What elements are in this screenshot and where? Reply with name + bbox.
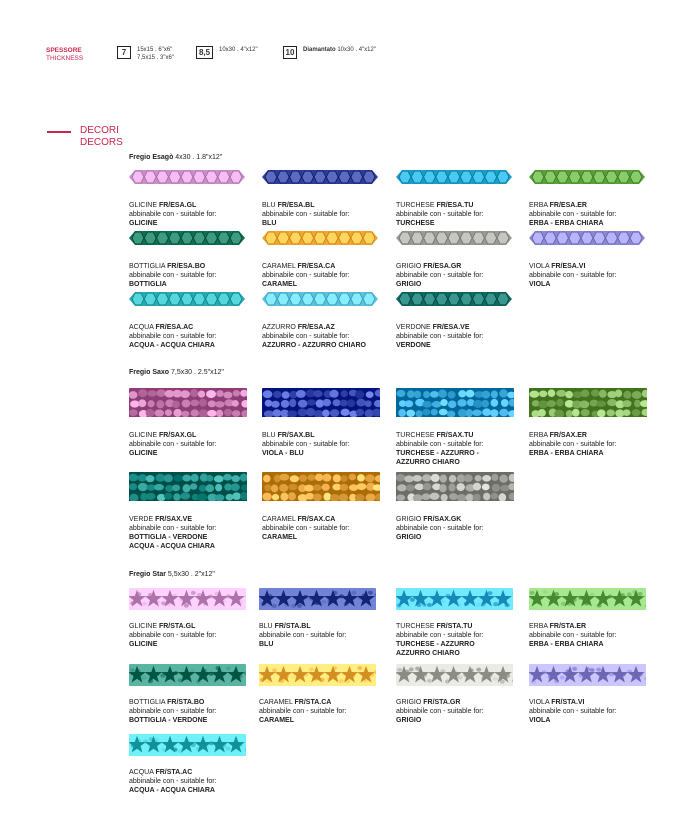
- tile-strip-image: [529, 388, 647, 417]
- thickness-icon: 8,5: [196, 46, 213, 59]
- tile-strip-image: [259, 588, 376, 610]
- match-caption-en: - suitable for:: [441, 441, 484, 448]
- decor-label: [129, 768, 246, 795]
- tile-strip: [129, 170, 245, 189]
- match-caption: abbinabile con: [396, 708, 442, 715]
- decor-item[interactable]: [129, 664, 246, 725]
- thickness-8-5: [196, 46, 258, 62]
- matching-colors: VIOLA: [529, 281, 551, 288]
- match-caption-en: - suitable for:: [441, 333, 484, 340]
- decor-item[interactable]: [396, 170, 512, 228]
- decor-item[interactable]: [262, 231, 378, 289]
- tile-strip-image: [262, 472, 380, 501]
- decor-label: [259, 698, 376, 725]
- color-name: GLICINE: [129, 432, 159, 439]
- group-name: Fregio Saxo: [129, 369, 170, 376]
- decor-item[interactable]: [396, 231, 512, 289]
- color-name: BLU: [262, 432, 278, 439]
- match-caption-en: - suitable for:: [574, 441, 617, 448]
- matching-colors: TURCHESE - AZZURRO: [396, 641, 475, 648]
- tile-strip-image: [129, 588, 246, 610]
- matching-colors: AZZURRO - AZZURRO CHIARO: [262, 342, 366, 349]
- decor-item[interactable]: [129, 170, 245, 228]
- product-code: FR/SAX.GL: [158, 432, 197, 439]
- tile-strip: [129, 734, 246, 761]
- decor-label: [129, 323, 245, 350]
- matching-colors: GRIGIO: [396, 281, 422, 288]
- thickness-icon: 7: [117, 46, 131, 59]
- product-code: FR/SAX.VE: [155, 516, 193, 523]
- product-code: FR/ESA.VE: [432, 324, 470, 331]
- match-caption: abbinabile con: [129, 333, 175, 340]
- product-code: FR/ESA.BO: [167, 263, 206, 270]
- decor-label: [396, 431, 514, 467]
- decor-item[interactable]: [396, 292, 512, 350]
- product-code: FR/STA.TU: [436, 623, 473, 630]
- tile-strip-image: [396, 231, 512, 245]
- tile-strip: [529, 588, 646, 615]
- tile-strip-image: [262, 170, 378, 184]
- decor-item[interactable]: [129, 292, 245, 350]
- tile-strip: [262, 388, 380, 422]
- product-code: FR/SAX.TU: [436, 432, 474, 439]
- match-caption: abbinabile con: [259, 708, 305, 715]
- product-code: FR/STA.GR: [423, 699, 461, 706]
- decor-label: [529, 201, 645, 228]
- match-caption: abbinabile con: [129, 272, 175, 279]
- tile-strip: [129, 472, 247, 506]
- section-title-en: DECORS: [80, 137, 123, 148]
- tile-strip: [529, 664, 646, 691]
- tile-strip: [529, 388, 647, 422]
- decor-label: [396, 515, 514, 542]
- color-name: GRIGIO: [396, 699, 424, 706]
- tile-strip: [529, 231, 645, 250]
- color-name: TURCHESE: [396, 432, 437, 439]
- decor-label: [396, 201, 512, 228]
- decor-item[interactable]: [262, 472, 380, 542]
- thickness-size: 10x30 . 4"x12": [335, 47, 376, 53]
- tile-strip-image: [129, 170, 245, 184]
- group-title: [129, 154, 222, 161]
- tile-strip-image: [262, 292, 378, 306]
- tile-strip-image: [129, 664, 246, 686]
- thickness-label-it: SPESSORE: [46, 47, 82, 54]
- tile-strip-image: [129, 388, 247, 417]
- product-code: FR/STA.AC: [155, 769, 193, 776]
- color-name: BOTTIGLIA: [129, 263, 168, 270]
- decor-item[interactable]: [129, 388, 247, 458]
- match-caption: abbinabile con: [129, 778, 175, 785]
- thickness-size: 15x15 . 6"x6": [137, 47, 173, 53]
- decor-label: [529, 622, 646, 649]
- product-code: FR/ESA.VI: [551, 263, 586, 270]
- match-caption: abbinabile con: [529, 272, 575, 279]
- matching-colors: BOTTIGLIA - VERDONE: [129, 717, 208, 724]
- color-name: CARAMEL: [262, 263, 298, 270]
- match-caption-en: - suitable for:: [307, 333, 350, 340]
- color-name: AZZURRO: [262, 324, 298, 331]
- tile-strip-image: [529, 170, 645, 184]
- decor-item[interactable]: [262, 388, 380, 458]
- matching-colors: ACQUA - ACQUA CHIARA: [129, 342, 215, 349]
- decor-item[interactable]: [529, 231, 645, 289]
- tile-strip: [262, 292, 378, 311]
- match-caption-en: - suitable for:: [441, 525, 484, 532]
- match-caption: abbinabile con: [129, 441, 175, 448]
- color-name: GRIGIO: [396, 516, 424, 523]
- match-caption-en: - suitable for:: [441, 708, 484, 715]
- section-title-it: DECORI: [80, 125, 119, 136]
- match-caption-en: - suitable for:: [174, 272, 217, 279]
- group-title: [129, 369, 224, 376]
- decor-item[interactable]: [262, 292, 378, 350]
- tile-strip: [396, 170, 512, 189]
- decor-label: [396, 698, 513, 725]
- product-code: FR/STA.ER: [549, 623, 587, 630]
- group-name: Fregio Esagò: [129, 154, 174, 161]
- decor-label: [529, 262, 645, 289]
- tile-strip: [396, 292, 512, 311]
- tile-strip-image: [396, 170, 512, 184]
- decor-label: [129, 622, 246, 649]
- group-size: 4x30 . 1.8"x12": [173, 154, 223, 161]
- color-name: BOTTIGLIA: [129, 699, 168, 706]
- decor-item[interactable]: [262, 170, 378, 228]
- match-caption-en: - suitable for:: [174, 525, 217, 532]
- product-code: FR/SAX.CA: [297, 516, 336, 523]
- color-name: GLICINE: [129, 202, 159, 209]
- match-caption-en: - suitable for:: [174, 778, 217, 785]
- matching-colors: ERBA - ERBA CHIARA: [529, 450, 604, 457]
- tile-strip: [396, 588, 513, 615]
- match-caption: abbinabile con: [396, 333, 442, 340]
- group-title: [129, 571, 215, 578]
- match-caption: abbinabile con: [396, 525, 442, 532]
- product-code: FR/ESA.BL: [277, 202, 315, 209]
- thickness-icon: 10: [283, 46, 297, 59]
- match-caption-en: - suitable for:: [174, 441, 217, 448]
- tile-strip-image: [529, 231, 645, 245]
- decor-label: [129, 431, 247, 458]
- tile-strip-image: [396, 472, 514, 501]
- match-caption: abbinabile con: [129, 708, 175, 715]
- tile-strip: [396, 231, 512, 250]
- tile-strip-image: [129, 472, 247, 501]
- match-caption: abbinabile con: [262, 211, 308, 218]
- match-caption: abbinabile con: [529, 708, 575, 715]
- decor-label: [529, 431, 647, 458]
- product-code: FR/SAX.BL: [277, 432, 315, 439]
- tile-strip: [262, 170, 378, 189]
- tile-strip: [129, 588, 246, 615]
- match-caption-en: - suitable for:: [574, 708, 617, 715]
- tile-strip: [129, 388, 247, 422]
- color-name: BLU: [259, 623, 275, 630]
- thickness-10: [283, 46, 376, 62]
- product-code: FR/ESA.GR: [423, 263, 462, 270]
- match-caption-en: - suitable for:: [174, 708, 217, 715]
- decor-item[interactable]: [259, 664, 376, 725]
- decor-label: [529, 698, 646, 725]
- color-name: VERDE: [129, 516, 156, 523]
- match-caption: abbinabile con: [129, 525, 175, 532]
- tile-strip-image: [259, 664, 376, 686]
- matching-colors: AZZURRO CHIARO: [396, 459, 460, 466]
- tile-strip-image: [262, 388, 380, 417]
- match-caption-en: - suitable for:: [574, 272, 617, 279]
- tile-strip: [129, 292, 245, 311]
- matching-colors: GLICINE: [129, 450, 158, 457]
- tile-strip: [262, 231, 378, 250]
- match-caption-en: - suitable for:: [441, 632, 484, 639]
- matching-colors: ERBA - ERBA CHIARA: [529, 641, 604, 648]
- color-name: ACQUA: [129, 324, 156, 331]
- decor-label: [262, 515, 380, 542]
- match-caption-en: - suitable for:: [304, 632, 347, 639]
- color-name: ERBA: [529, 623, 550, 630]
- match-caption: abbinabile con: [259, 632, 305, 639]
- tile-strip-image: [529, 588, 646, 610]
- decor-item[interactable]: [396, 388, 514, 467]
- tile-strip: [396, 472, 514, 506]
- color-name: GRIGIO: [396, 263, 424, 270]
- decor-label: [396, 323, 512, 350]
- decor-label: [259, 622, 376, 649]
- thickness-finish: Diamantato: [303, 47, 336, 53]
- match-caption: abbinabile con: [129, 632, 175, 639]
- decor-item[interactable]: [259, 588, 376, 649]
- tile-strip: [259, 664, 376, 691]
- match-caption: abbinabile con: [262, 272, 308, 279]
- tile-strip-image: [129, 231, 245, 245]
- matching-colors: BOTTIGLIA - VERDONE: [129, 534, 208, 541]
- decor-label: [262, 201, 378, 228]
- match-caption-en: - suitable for:: [441, 272, 484, 279]
- decor-item[interactable]: [396, 664, 513, 725]
- color-name: ERBA: [529, 202, 550, 209]
- matching-colors: GRIGIO: [396, 534, 422, 541]
- match-caption-en: - suitable for:: [574, 632, 617, 639]
- match-caption-en: - suitable for:: [307, 211, 350, 218]
- decor-label: [129, 262, 245, 289]
- tile-strip-image: [129, 734, 246, 756]
- matching-colors: VIOLA - BLU: [262, 450, 304, 457]
- tile-strip: [262, 472, 380, 506]
- match-caption: abbinabile con: [396, 632, 442, 639]
- tile-strip-image: [396, 388, 514, 417]
- matching-colors: TURCHESE - AZZURRO -: [396, 450, 479, 457]
- decor-label: [262, 262, 378, 289]
- group-size: 5,5x30 . 2"x12": [165, 571, 215, 578]
- thickness-size: 7,5x15 . 3"x6": [137, 55, 174, 61]
- product-code: FR/ESA.AZ: [297, 324, 335, 331]
- matching-colors: CARAMEL: [259, 717, 294, 724]
- section-rule: [47, 131, 71, 133]
- matching-colors: CARAMEL: [262, 534, 297, 541]
- match-caption: abbinabile con: [262, 525, 308, 532]
- matching-colors: ACQUA - ACQUA CHIARA: [129, 543, 215, 550]
- product-code: FR/STA.VI: [551, 699, 585, 706]
- match-caption-en: - suitable for:: [307, 272, 350, 279]
- product-code: FR/ESA.GL: [158, 202, 197, 209]
- decor-label: [129, 515, 247, 551]
- tile-strip-image: [396, 588, 513, 610]
- match-caption-en: - suitable for:: [441, 211, 484, 218]
- decor-item[interactable]: [529, 664, 646, 725]
- tile-strip: [129, 664, 246, 691]
- match-caption: abbinabile con: [129, 211, 175, 218]
- match-caption: abbinabile con: [396, 272, 442, 279]
- matching-colors: CARAMEL: [262, 281, 297, 288]
- thickness-label-en: THICKNESS: [46, 55, 84, 62]
- match-caption: abbinabile con: [396, 441, 442, 448]
- match-caption-en: - suitable for:: [174, 632, 217, 639]
- product-code: FR/SAX.GK: [423, 516, 462, 523]
- match-caption: abbinabile con: [529, 441, 575, 448]
- matching-colors: ERBA - ERBA CHIARA: [529, 220, 604, 227]
- tile-strip-image: [529, 664, 646, 686]
- tile-strip: [396, 664, 513, 691]
- decor-item[interactable]: [129, 472, 247, 551]
- decor-item[interactable]: [129, 588, 246, 649]
- matching-colors: BOTTIGLIA: [129, 281, 167, 288]
- match-caption-en: - suitable for:: [304, 708, 347, 715]
- color-name: TURCHESE: [396, 623, 437, 630]
- color-name: TURCHESE: [396, 202, 437, 209]
- match-caption-en: - suitable for:: [174, 211, 217, 218]
- match-caption-en: - suitable for:: [174, 333, 217, 340]
- tile-strip: [396, 388, 514, 422]
- tile-strip: [529, 170, 645, 189]
- match-caption: abbinabile con: [529, 211, 575, 218]
- matching-colors: VIOLA: [529, 717, 551, 724]
- product-code: FR/ESA.AC: [155, 324, 194, 331]
- match-caption-en: - suitable for:: [307, 441, 350, 448]
- color-name: CARAMEL: [259, 699, 295, 706]
- tile-strip-image: [129, 292, 245, 306]
- product-code: FR/ESA.ER: [549, 202, 587, 209]
- decor-label: [129, 201, 245, 228]
- color-name: CARAMEL: [262, 516, 298, 523]
- matching-colors: GRIGIO: [396, 717, 422, 724]
- matching-colors: TURCHESE: [396, 220, 435, 227]
- match-caption-en: - suitable for:: [574, 211, 617, 218]
- match-caption: abbinabile con: [262, 441, 308, 448]
- matching-colors: AZZURRO CHIARO: [396, 650, 460, 657]
- section-title: [80, 125, 123, 149]
- color-name: VIOLA: [529, 699, 552, 706]
- color-name: VERDONE: [396, 324, 433, 331]
- thickness-7: [117, 46, 174, 62]
- group-name: Fregio Star: [129, 571, 166, 578]
- thickness-size: 10x30 . 4"x12": [219, 47, 258, 53]
- matching-colors: GLICINE: [129, 220, 158, 227]
- color-name: GLICINE: [129, 623, 159, 630]
- decor-item[interactable]: [529, 170, 645, 228]
- matching-colors: BLU: [262, 220, 277, 227]
- match-caption: abbinabile con: [529, 632, 575, 639]
- matching-colors: GLICINE: [129, 641, 158, 648]
- decor-label: [396, 622, 513, 658]
- product-code: FR/STA.GL: [158, 623, 196, 630]
- color-name: BLU: [262, 202, 278, 209]
- match-caption: abbinabile con: [396, 211, 442, 218]
- matching-colors: VERDONE: [396, 342, 431, 349]
- color-name: VIOLA: [529, 263, 552, 270]
- product-code: FR/SAX.ER: [549, 432, 587, 439]
- match-caption: abbinabile con: [262, 333, 308, 340]
- product-code: FR/STA.CA: [294, 699, 332, 706]
- decor-item[interactable]: [396, 472, 514, 542]
- tile-strip: [129, 231, 245, 250]
- decor-label: [129, 698, 246, 725]
- group-size: 7,5x30 . 2.5"x12": [169, 369, 224, 376]
- thickness-label: [46, 47, 83, 63]
- product-code: FR/ESA.TU: [436, 202, 474, 209]
- decor-item[interactable]: [129, 231, 245, 289]
- decor-label: [262, 323, 378, 350]
- matching-colors: ACQUA - ACQUA CHIARA: [129, 787, 215, 794]
- tile-strip: [259, 588, 376, 615]
- product-code: FR/STA.BL: [274, 623, 311, 630]
- decor-item[interactable]: [529, 588, 646, 649]
- decor-label: [396, 262, 512, 289]
- tile-strip-image: [396, 292, 512, 306]
- color-name: ACQUA: [129, 769, 156, 776]
- decor-item[interactable]: [129, 734, 246, 795]
- matching-colors: BLU: [259, 641, 274, 648]
- color-name: ERBA: [529, 432, 550, 439]
- match-caption-en: - suitable for:: [307, 525, 350, 532]
- tile-strip-image: [262, 231, 378, 245]
- tile-strip-image: [396, 664, 513, 686]
- decor-item[interactable]: [529, 388, 647, 458]
- decor-item[interactable]: [396, 588, 513, 658]
- product-code: FR/STA.BO: [167, 699, 205, 706]
- product-code: FR/ESA.CA: [297, 263, 336, 270]
- decor-label: [262, 431, 380, 458]
